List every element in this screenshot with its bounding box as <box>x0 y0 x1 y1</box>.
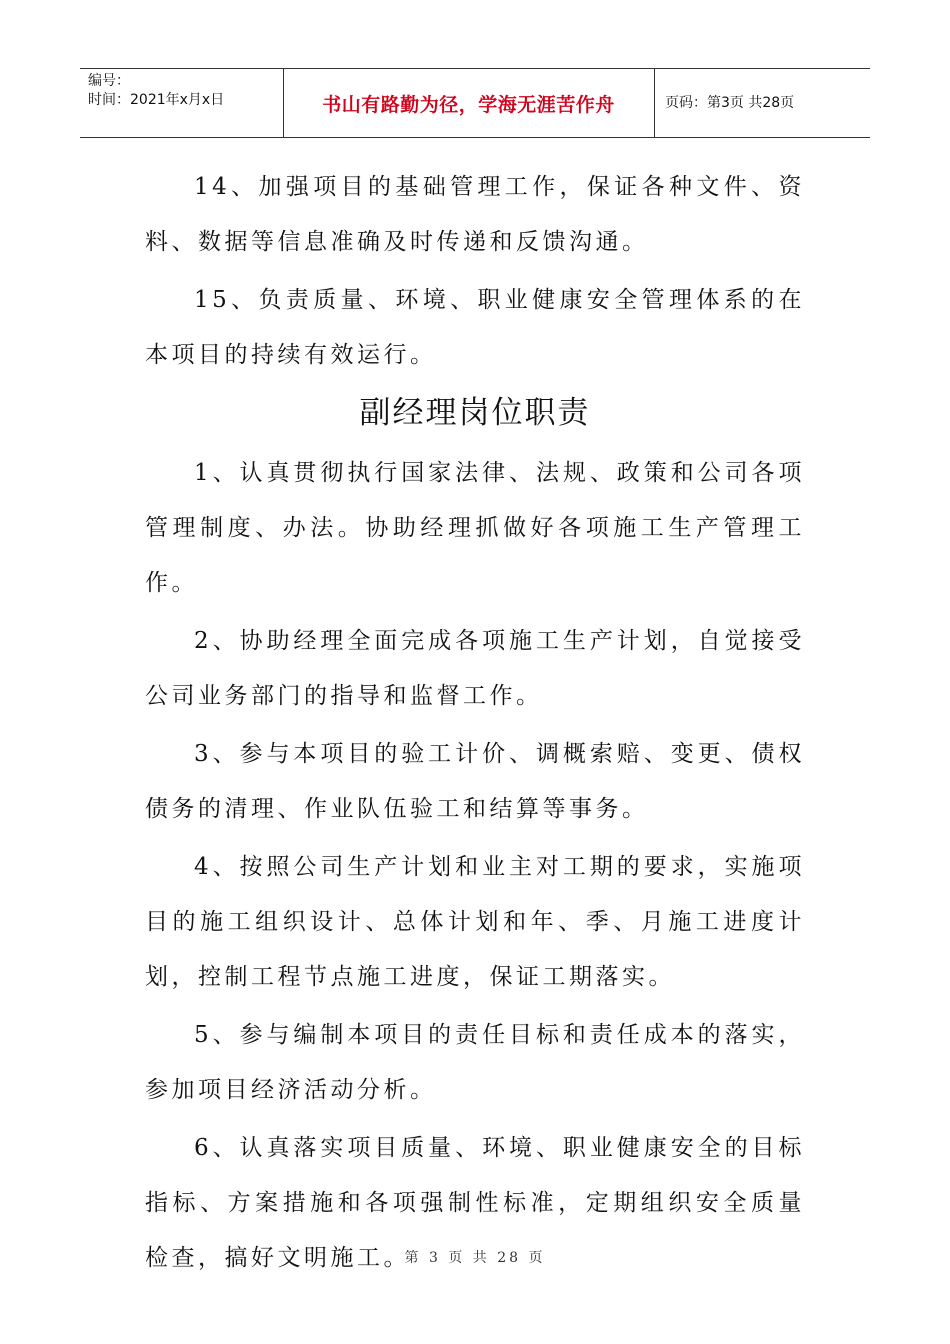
header-page-info: 页码：第3页 共28页 <box>665 95 795 111</box>
document-number-label: 编号： <box>88 73 130 89</box>
header-motto: 书山有路勤为径，学海无涯苦作舟 <box>322 93 615 116</box>
paragraph: 3、参与本项目的验工计价、调概索赔、变更、债权债务的清理、作业队伍验工和结算等事务。 <box>145 741 805 822</box>
paragraph: 1、认真贯彻执行国家法律、法规、政策和公司各项管理制度、办法。协助经理抓做好各项施工生产管理工作。 <box>145 460 805 596</box>
page-footer: 第 3 页 共 28 页 <box>404 1250 546 1266</box>
paragraph: 14、加强项目的基础管理工作，保证各种文件、资料、数据等信息准确及时传递和反馈沟通。 <box>145 174 805 255</box>
document-date-label: 时间：2021年x月x日 <box>88 92 225 108</box>
header-page-cell <box>655 69 870 137</box>
paragraph: 15、负责质量、环境、职业健康安全管理体系的在本项目的持续有效运行。 <box>145 287 805 368</box>
paragraph: 2、协助经理全面完成各项施工生产计划，自觉接受公司业务部门的指导和监督工作。 <box>145 628 805 709</box>
section-title: 副经理岗位职责 <box>359 395 591 431</box>
paragraph: 6、认真落实项目质量、环境、职业健康安全的目标指标、方案措施和各项强制性标准，定期组织安全质量检查，搞好文明施工。 <box>145 1135 805 1271</box>
header-meta-cell <box>80 69 284 137</box>
document-body <box>145 160 805 1289</box>
page-header <box>80 68 870 138</box>
paragraph: 4、按照公司生产计划和业主对工期的要求，实施项目的施工组织设计、总体计划和年、季、月施工进度计划，控制工程节点施工进度，保证工期落实。 <box>145 854 805 990</box>
paragraph: 5、参与编制本项目的责任目标和责任成本的落实，参加项目经济活动分析。 <box>145 1022 805 1103</box>
header-motto-cell <box>283 69 655 137</box>
